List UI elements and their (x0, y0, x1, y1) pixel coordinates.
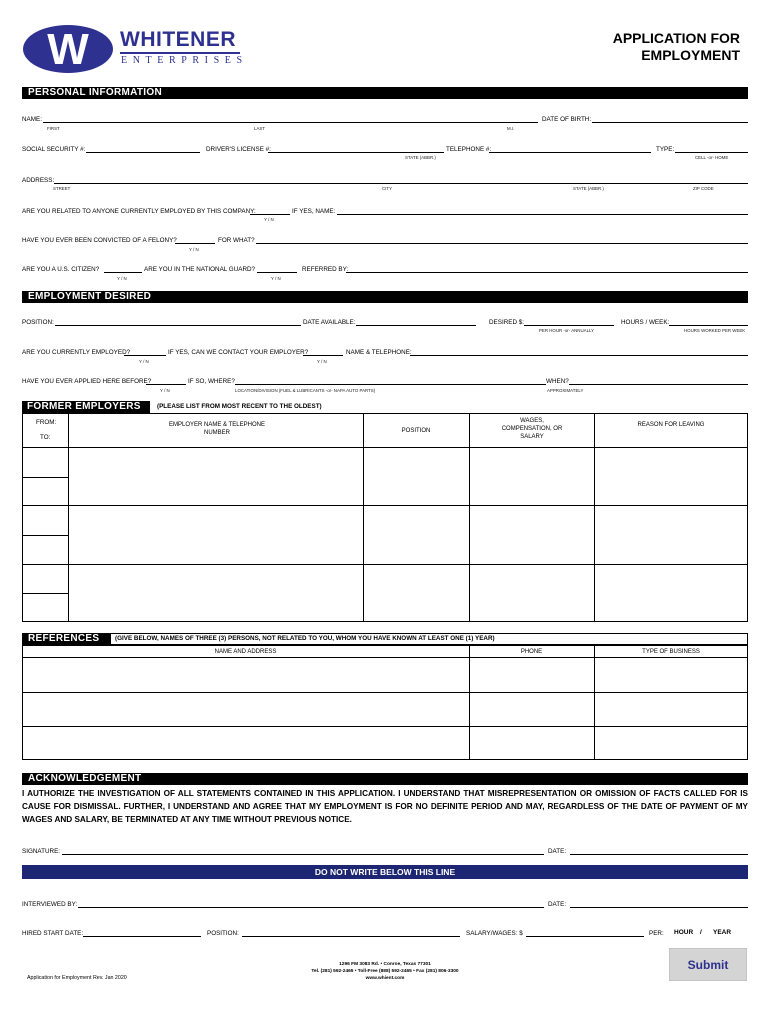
ssn-field[interactable] (86, 152, 200, 153)
hours-week-field[interactable] (669, 325, 748, 326)
revision-note: Application for Employment Rev. Jan 2020 (27, 975, 127, 981)
related-yn-field[interactable] (250, 214, 290, 215)
company-sub: ENTERPRISES (121, 55, 248, 66)
reference-row[interactable] (23, 727, 469, 759)
form-title-line2: EMPLOYMENT (641, 47, 740, 63)
desired-salary-field[interactable] (524, 325, 614, 326)
citizen-yn-field[interactable] (104, 272, 142, 273)
telephone-field[interactable] (489, 152, 651, 153)
felony-reason-field[interactable] (256, 243, 748, 244)
felony-yn-field[interactable] (175, 243, 215, 244)
personal-section-header: PERSONAL INFORMATION (22, 87, 748, 99)
former-employers-header: FORMER EMPLOYERS (PLEASE LIST FROM MOST RECENT TO THE OLDEST) (22, 401, 748, 413)
referred-by-field[interactable] (346, 272, 748, 273)
interview-date-field[interactable] (570, 907, 748, 908)
signature-date-field[interactable] (570, 854, 748, 855)
interviewed-by-field[interactable] (78, 907, 544, 908)
company-logo (22, 24, 248, 76)
applied-where-field[interactable] (235, 384, 546, 385)
company-contact: 1296 FM 3083 Rd. • Conroe, Texas 77301 Tel. (281) 592-2465 • Toll-Free (888) 592-2465 • Fax (281) 806-3300 www.whient.com (311, 962, 459, 981)
logo-oval-icon (22, 24, 114, 76)
currently-employed-field[interactable] (124, 355, 166, 356)
hired-start-date-field[interactable] (83, 936, 201, 937)
guard-yn-field[interactable] (257, 272, 297, 273)
former-employer-row[interactable] (69, 506, 363, 564)
position-field[interactable] (55, 325, 301, 326)
phone-type-field[interactable] (675, 152, 748, 153)
reference-row[interactable] (23, 693, 469, 726)
name-label: NAME: (22, 116, 42, 123)
pay-period-hour[interactable]: HOUR (674, 929, 694, 936)
date-available-field[interactable] (356, 325, 476, 326)
company-name: WHITENER (120, 28, 236, 51)
employer-name-phone-field[interactable] (410, 355, 748, 356)
dob-label: DATE OF BIRTH: (542, 116, 592, 123)
contact-employer-field[interactable] (303, 355, 343, 356)
acknowledgement-header: ACKNOWLEDGEMENT (22, 773, 748, 785)
related-name-field[interactable] (337, 214, 748, 215)
applied-when-field[interactable] (569, 384, 748, 385)
applied-before-field[interactable] (146, 384, 186, 385)
drivers-license-field[interactable] (268, 152, 444, 153)
signature-field[interactable] (62, 854, 544, 855)
form-title-line1: APPLICATION FOR (612, 30, 740, 46)
name-field[interactable] (43, 122, 538, 123)
references-header: REFERENCES (GIVE BELOW, NAMES OF THREE (3) PERSONS, NOT RELATED TO YOU, WHOM YOU HAVE KNOWN AT LEAST ONE (1) YEAR) (22, 633, 748, 645)
acknowledgement-text: I AUTHORIZE THE INVESTIGATION OF ALL STATEMENTS CONTAINED IN THIS APPLICATION. I UNDERSTAND THAT MISREPRESENTATION OR OMISSION OF FACTS CALLED FOR IS CAUSE FOR DISMISSAL. FURTHER, I UNDERSTAND AND AGREE THAT MY EMPLOYMENT IS FOR NO DEFINITE PERIOD AND MAY, REGARDLESS OF THE DATE OF PAYMENT OF MY WAGES AND SALARY, BE TERMINATED AT ANY TIME WITHOUT PREVIOUS NOTICE. (22, 789, 748, 824)
address-field[interactable] (54, 183, 748, 184)
employment-section-header: EMPLOYMENT DESIRED (22, 291, 748, 303)
reference-row[interactable] (23, 658, 469, 692)
svg-text:W: W (47, 25, 89, 74)
pay-period-year[interactable]: YEAR (713, 929, 732, 936)
form-title (613, 30, 740, 64)
dob-field[interactable] (592, 122, 748, 123)
former-employer-row[interactable] (69, 565, 363, 621)
hired-position-field[interactable] (242, 936, 460, 937)
do-not-write-banner: DO NOT WRITE BELOW THIS LINE (22, 865, 748, 879)
salary-field[interactable] (526, 936, 644, 937)
submit-button[interactable]: Submit (669, 948, 747, 981)
former-employer-row[interactable] (69, 448, 363, 505)
